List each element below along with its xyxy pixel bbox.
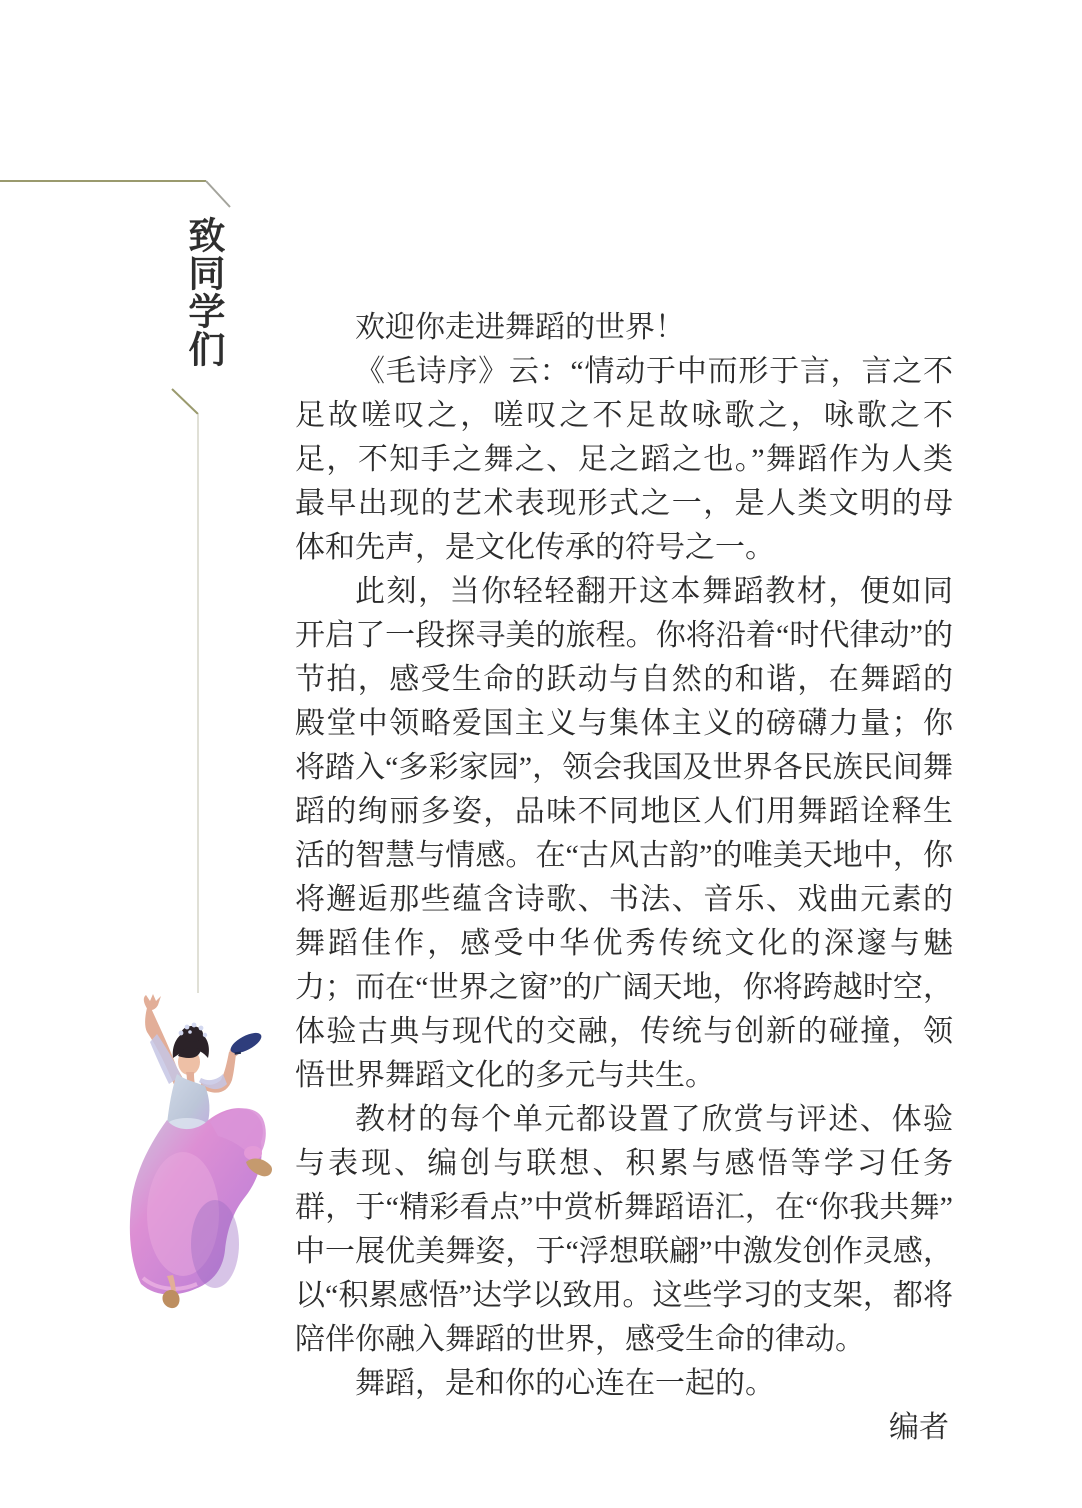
corner-rule-top-diagonal [206,181,230,207]
paragraph-maoshixu: 《毛诗序》云：“情动于中而形于言，言之不足故嗟叹之，嗟叹之不足故咏歌之，咏歌之不足，不知手之舞之、足之蹈之也。”舞蹈作为人类最早出现的艺术表现形式之一，是人类文明的母体和先声，是文化传承的符号之一。 [295,355,953,564]
chapter-title-vertical: 致同学们 [181,216,223,368]
dancer-ankle-cuff [244,1146,262,1160]
paragraph-units: 教材的每个单元都设置了欣赏与评述、体验与表现、编创与联想、积累与感悟等学习任务群，于“精彩看点”中赏析舞蹈语汇，在“你我共舞”中一展优美舞姿，于“浮想联翩”中激发创作灵感，以“积累感悟”达学以致用。这些学习的支架，都将陪伴你融入舞蹈的世界，感受生命的律动。 [295,1103,953,1356]
dancer-skirt-shadow [191,1200,239,1288]
signature-editor: 编者 [889,1411,949,1444]
title-rule-diagonal [172,389,198,414]
paragraph-journey: 此刻，当你轻轻翻开这本舞蹈教材，便如同开启了一段探寻美的旅程。你将沿着“时代律动”的节拍，感受生命的跃动与自然的和谐，在舞蹈的殿堂中领略爱国主义与集体主义的磅礴力量；你将踏入“多彩家园”，领会我国及世界各民族民间舞蹈的绚丽多姿，品味不同地区人们用舞蹈诠释生活的智慧与情感。在“古风古韵”的唯美天地中，你将邂逅那些蕴含诗歌、书法、音乐、戏曲元素的舞蹈佳作，感受中华优秀传统文化的深邃与魅力；而在“世界之窗”的广阔天地，你将跨越时空，体验古典与现代的交融，传统与创新的碰撞，领悟世界舞蹈文化的多元与共生。 [295,575,953,1092]
paragraph-closing: 舞蹈，是和你的心连在一起的。 [355,1367,775,1400]
paragraph-welcome: 欢迎你走进舞蹈的世界！ [355,311,685,344]
dancer-raised-hand [144,994,161,1010]
classical-chinese-dancer-photo [115,992,295,1322]
dancer-standing-foot [162,1290,179,1308]
body-text-column [295,306,953,1450]
